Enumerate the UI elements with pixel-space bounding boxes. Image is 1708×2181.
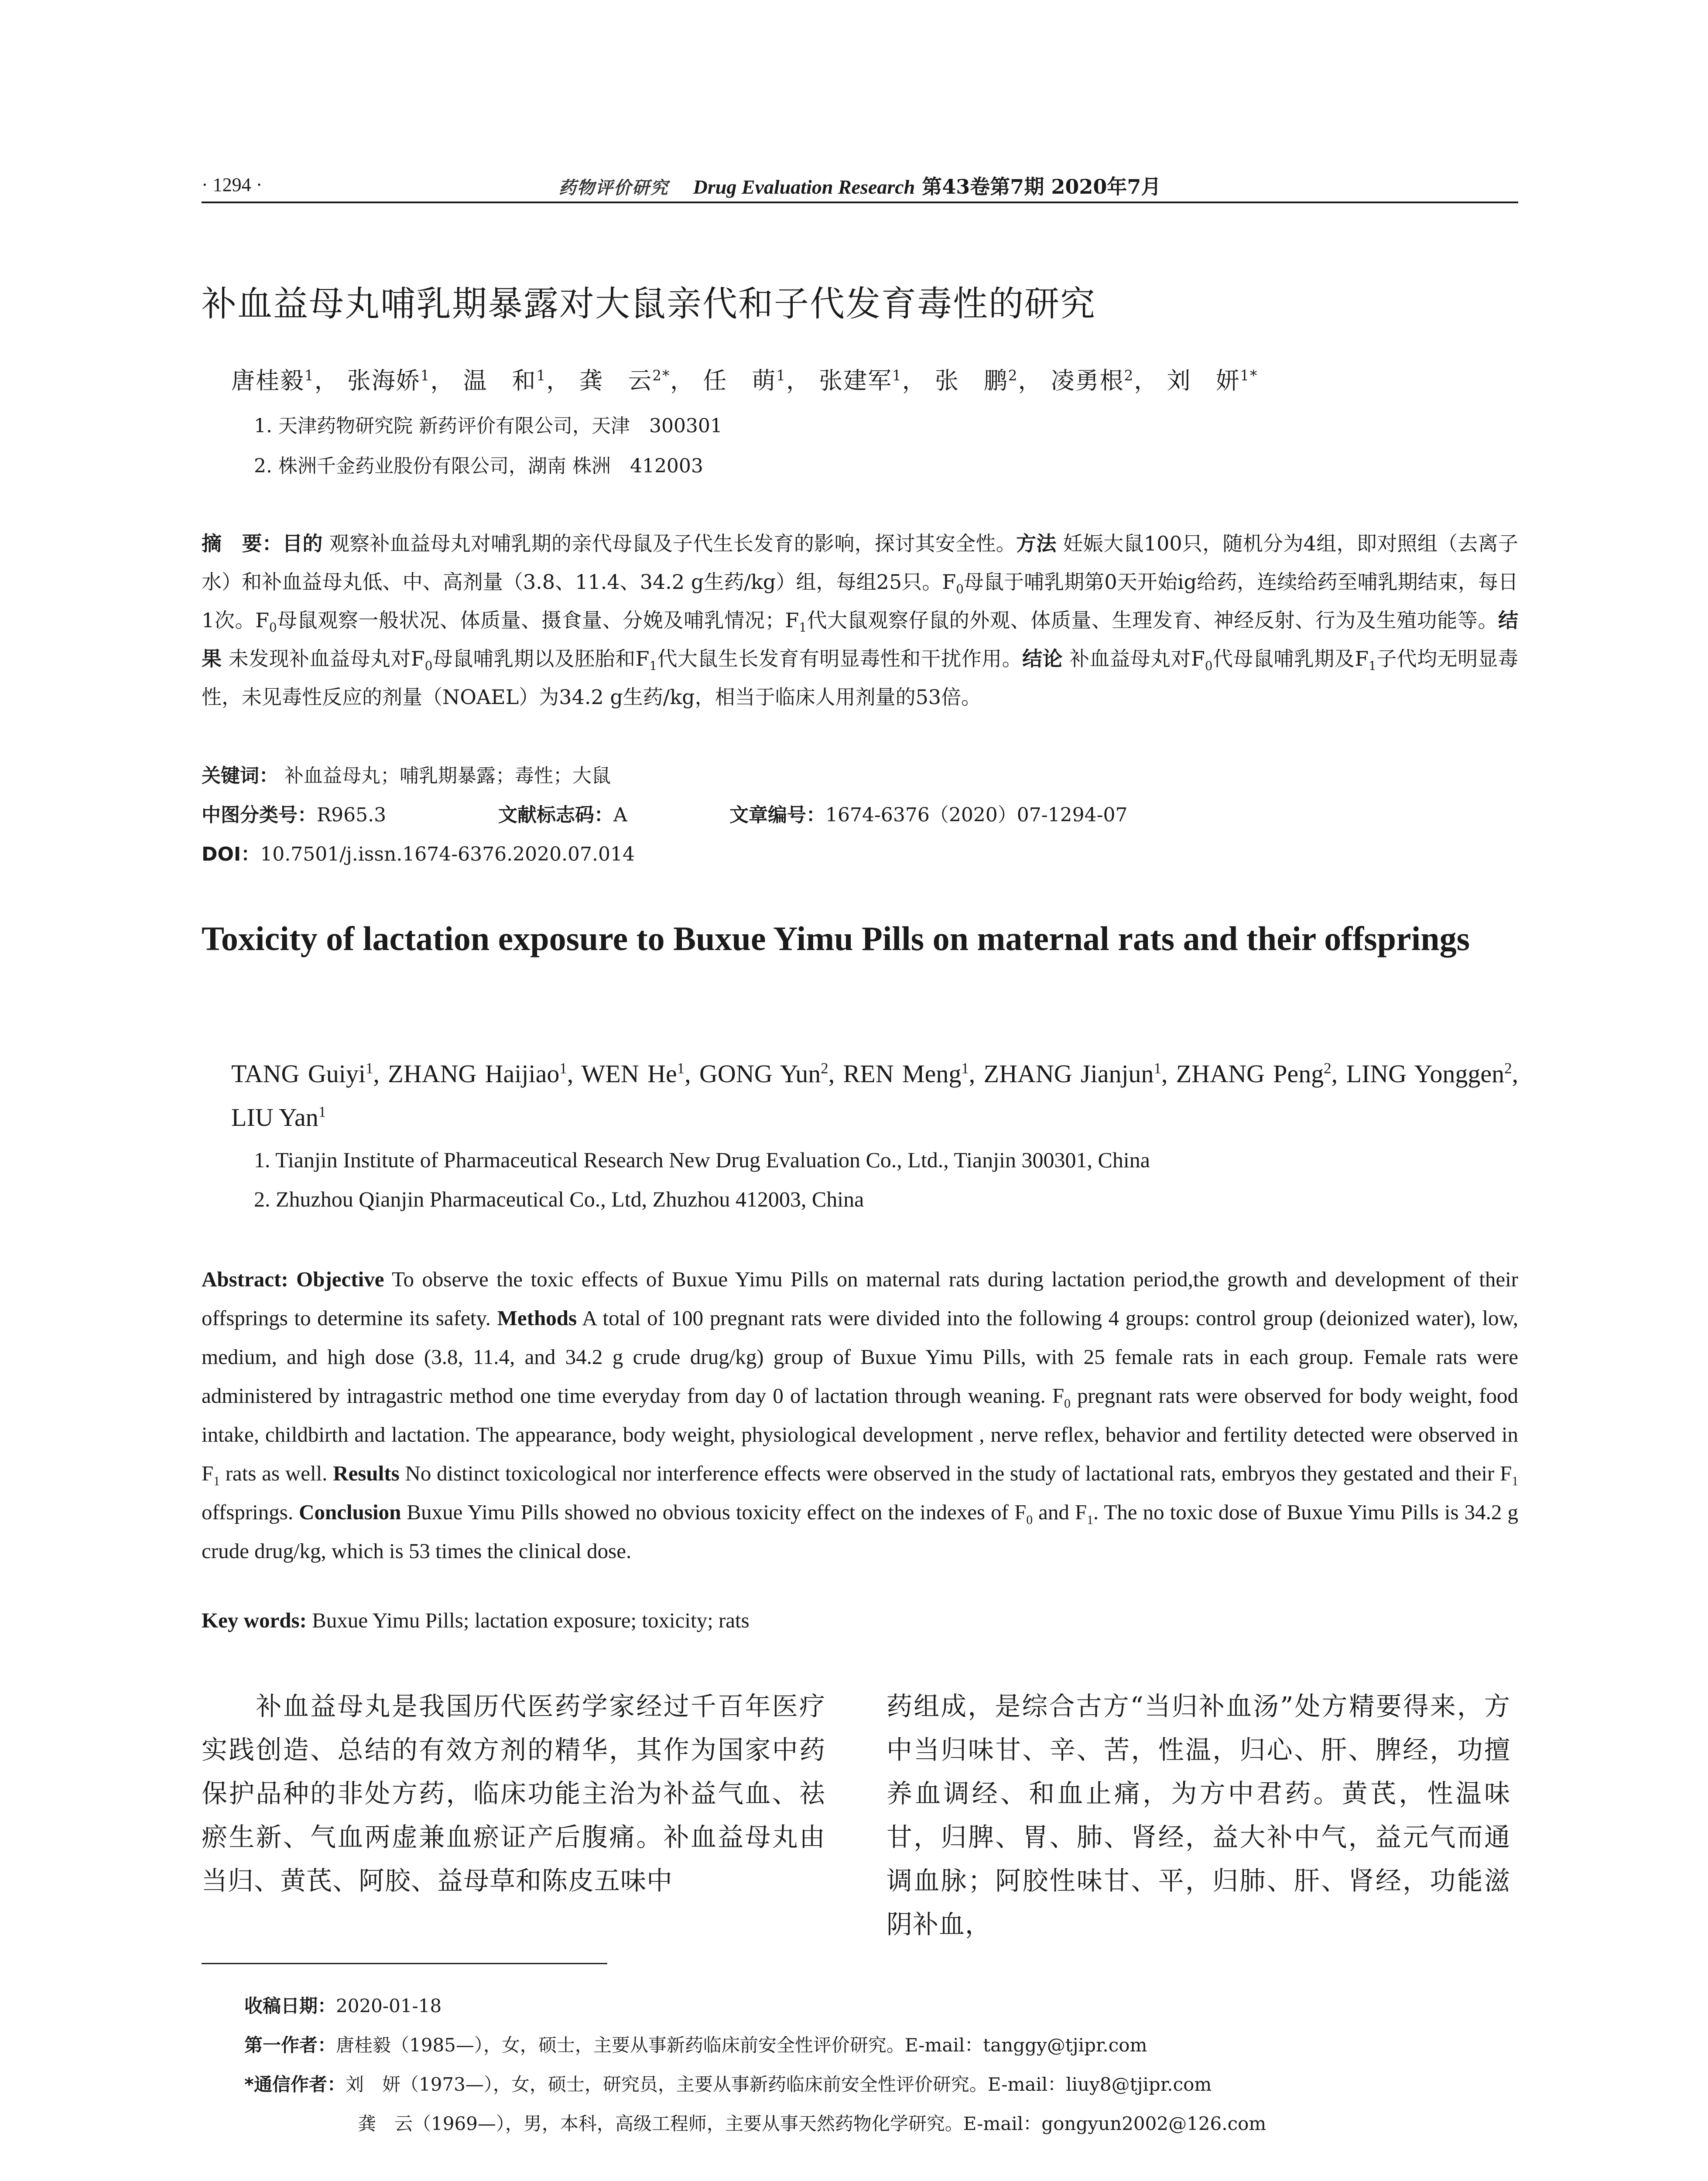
cn-author: 唐桂毅$^1$	[231, 367, 315, 394]
cn-author: 张海娇$^1$	[347, 367, 431, 394]
body-column-right: 药组成，是综合古方“当归补血汤”处方精要得来，方中当归味甘、辛、苦，性温，归心、肝、脾经，功擅养血调经、和血止痛，为方中君药。黄芪，性温味甘，归脾、胃、肺、肾经，益大补中气，益元气而通调血脉；阿胶性味甘、平，归肺、肝、肾经，功能滋阴补血，	[887, 1691, 1510, 1939]
cn-author: 温 和$^1$	[463, 367, 547, 394]
body-column-left: 补血益母丸是我国历代医药学家经过千百年医疗实践创造、总结的有效方剂的精华，其作为国家中药保护品种的非处方药，临床功能主治为补益气血、祛瘀生新、气血两虚兼血瘀证产后腹痛。补血益母丸由当归、黄芪、阿胶、益母草和陈皮五味中	[202, 1691, 825, 1896]
cn-author: 张 鹏$^2$	[934, 367, 1018, 394]
cn-author: 任 萌$^1$	[703, 367, 786, 394]
issue-info: 第43卷第7期 2020年7月	[922, 175, 1161, 198]
en-author: TANG Guiyi$^1$	[231, 1060, 373, 1088]
en-author: LIU Yan$^1$	[231, 1103, 326, 1132]
footnote-corresponding: *通信作者：刘 妍（1973—），女，硕士，研究员，主要从事新药临床前安全性评价研究。E-mail：liuy8@tjipr.com	[244, 2074, 1212, 2095]
cn-classification: 中图分类号：R965.3 文献标志码：A 文章编号：1674-6376（2020）07-1294-07	[202, 804, 1128, 826]
en-affiliation: 2. Zhuzhou Qianjin Pharmaceutical Co., Ltd, Zhuzhou 412003, China	[254, 1187, 864, 1211]
cn-affiliation: 2. 株洲千金药业股份有限公司，湖南 株洲 412003	[254, 455, 703, 477]
en-author: GONG Yun$^2$	[699, 1060, 828, 1088]
cn-affiliation: 1. 天津药物研究院 新药评价有限公司，天津 300301	[254, 415, 722, 437]
cn-author: 刘 妍$^{1*}$	[1167, 367, 1258, 394]
cn-doi: DOI：10.7501/j.issn.1674-6376.2020.07.014	[202, 843, 635, 865]
cn-authors: 唐桂毅$^1$， 张海娇$^1$， 温 和$^1$， 龚 云$^{2*}$， 任 萌$^1$， 张建军$^1$， 张 鹏$^2$， 凌勇根$^2$， 刘 妍$^{1*}$	[231, 367, 1258, 394]
cn-keywords: 关键词： 补血益母丸；哺乳期暴露；毒性；大鼠	[202, 765, 611, 787]
en-author: WEN He$^1$	[581, 1060, 685, 1088]
header-divider	[202, 202, 1518, 203]
en-author: ZHANG Jianjun$^1$	[983, 1060, 1161, 1088]
footnote-received: 收稿日期：2020-01-18	[244, 1995, 442, 2017]
footnote-divider	[202, 1963, 607, 1964]
en-authors: TANG Guiyi$^1$, ZHANG Haijiao$^1$, WEN He$^1$, GONG Yun$^2$, REN Meng$^1$, ZHANG Jianjun$^1$, ZHANG Peng$^2$, LING Yonggen$^2$, LIU Yan$^1$	[231, 1060, 1519, 1132]
journal-name: Drug Evaluation Research	[693, 176, 915, 198]
cn-author: 龚 云$^{2*}$	[579, 367, 671, 394]
en-author: ZHANG Haijiao$^1$	[388, 1060, 567, 1088]
en-affiliation: 1. Tianjin Institute of Pharmaceutical Research New Drug Evaluation Co., Ltd., Tianjin 300301, China	[254, 1148, 1150, 1172]
en-author: REN Meng$^1$	[843, 1060, 969, 1088]
footnote-first-author: 第一作者：唐桂毅（1985—），女，硕士，主要从事新药临床前安全性评价研究。E-mail：tanggy@tjipr.com	[244, 2034, 1147, 2056]
running-header	[202, 171, 1518, 206]
en-author: LING Yonggen$^2$	[1346, 1060, 1512, 1088]
journal-logo: 药物评价研究	[558, 178, 669, 198]
journal-line	[202, 171, 1518, 200]
cn-title: 补血益母丸哺乳期暴露对大鼠亲代和子代发育毒性的研究	[202, 284, 1096, 324]
en-keywords: Key words: Buxue Yimu Pills; lactation exposure; toxicity; rats	[202, 1608, 750, 1632]
en-title: Toxicity of lactation exposure to Buxue Yimu Pills on maternal rats and their offsprings	[202, 920, 1470, 957]
cn-author: 张建军$^1$	[819, 367, 902, 394]
page-number: · 1294 ·	[202, 174, 263, 195]
en-author: ZHANG Peng$^2$	[1176, 1060, 1331, 1088]
cn-author: 凌勇根$^2$	[1051, 367, 1134, 394]
footnote-co-corresponding: 龚 云（1969—），男，本科，高级工程师，主要从事天然药物化学研究。E-mail：gongyun2002@126.com	[358, 2113, 1266, 2134]
cn-abstract: 摘 要：目的 观察补血益母丸对哺乳期的亲代母鼠及子代生长发育的影响，探讨其安全性。方法 妊娠大鼠100只，随机分为4组，即对照组（去离子水）和补血益母丸低、中、高剂量（3.8、11.4、34.2 g生药/kg）组，每组25只。$F_0$母鼠于哺乳期第0天开始ig给药，连续给药至哺乳期结束，每日1次。$F_0$母鼠观察一般状况、体质量、摄食量、分娩及哺乳情况；$F_1$代大鼠观察仔鼠的外观、体质量、生理发育、神经反射、行为及生殖功能等。结果 未发现补血益母丸对$F_0$母鼠哺乳期以及胚胎和$F_1$代大鼠生长发育有明显毒性和干扰作用。结论 补血益母丸对$F_0$代母鼠哺乳期及$F_1$子代均无明显毒性，未见毒性反应的剂量（NOAEL）为34.2 g生药/kg，相当于临床人用剂量的53倍。	[202, 532, 1519, 709]
en-abstract: Abstract: Objective To observe the toxic effects of Buxue Yimu Pills on maternal rats during lactation period,the growth and development of their offsprings to determine its safety. Methods A total of 100 pregnant rats were divided into the following 4 groups: control group (deionized water), low, medium, and high dose (3.8, 11.4, and 34.2 g crude drug/kg) group of Buxue Yimu Pills, with 25 female rats in each group. Female rats were administered by intragastric method one time everyday from day 0 of lactation through weaning. $F_0$ pregnant rats were observed for body weight, food intake, childbirth and lactation. The appearance, body weight, physiological development , nerve reflex, behavior and fertility detected were observed in $F_1$ rats as well. Results No distinct toxicological nor interference effects were observed in the study of lactational rats, embryos they gestated and their $F_1$ offsprings. Conclusion Buxue Yimu Pills showed no obvious toxicity effect on the indexes of $F_0$ and $F_1$. The no toxic dose of Buxue Yimu Pills is 34.2 g crude drug/kg, which is 53 times the clinical dose.	[202, 1267, 1519, 1563]
